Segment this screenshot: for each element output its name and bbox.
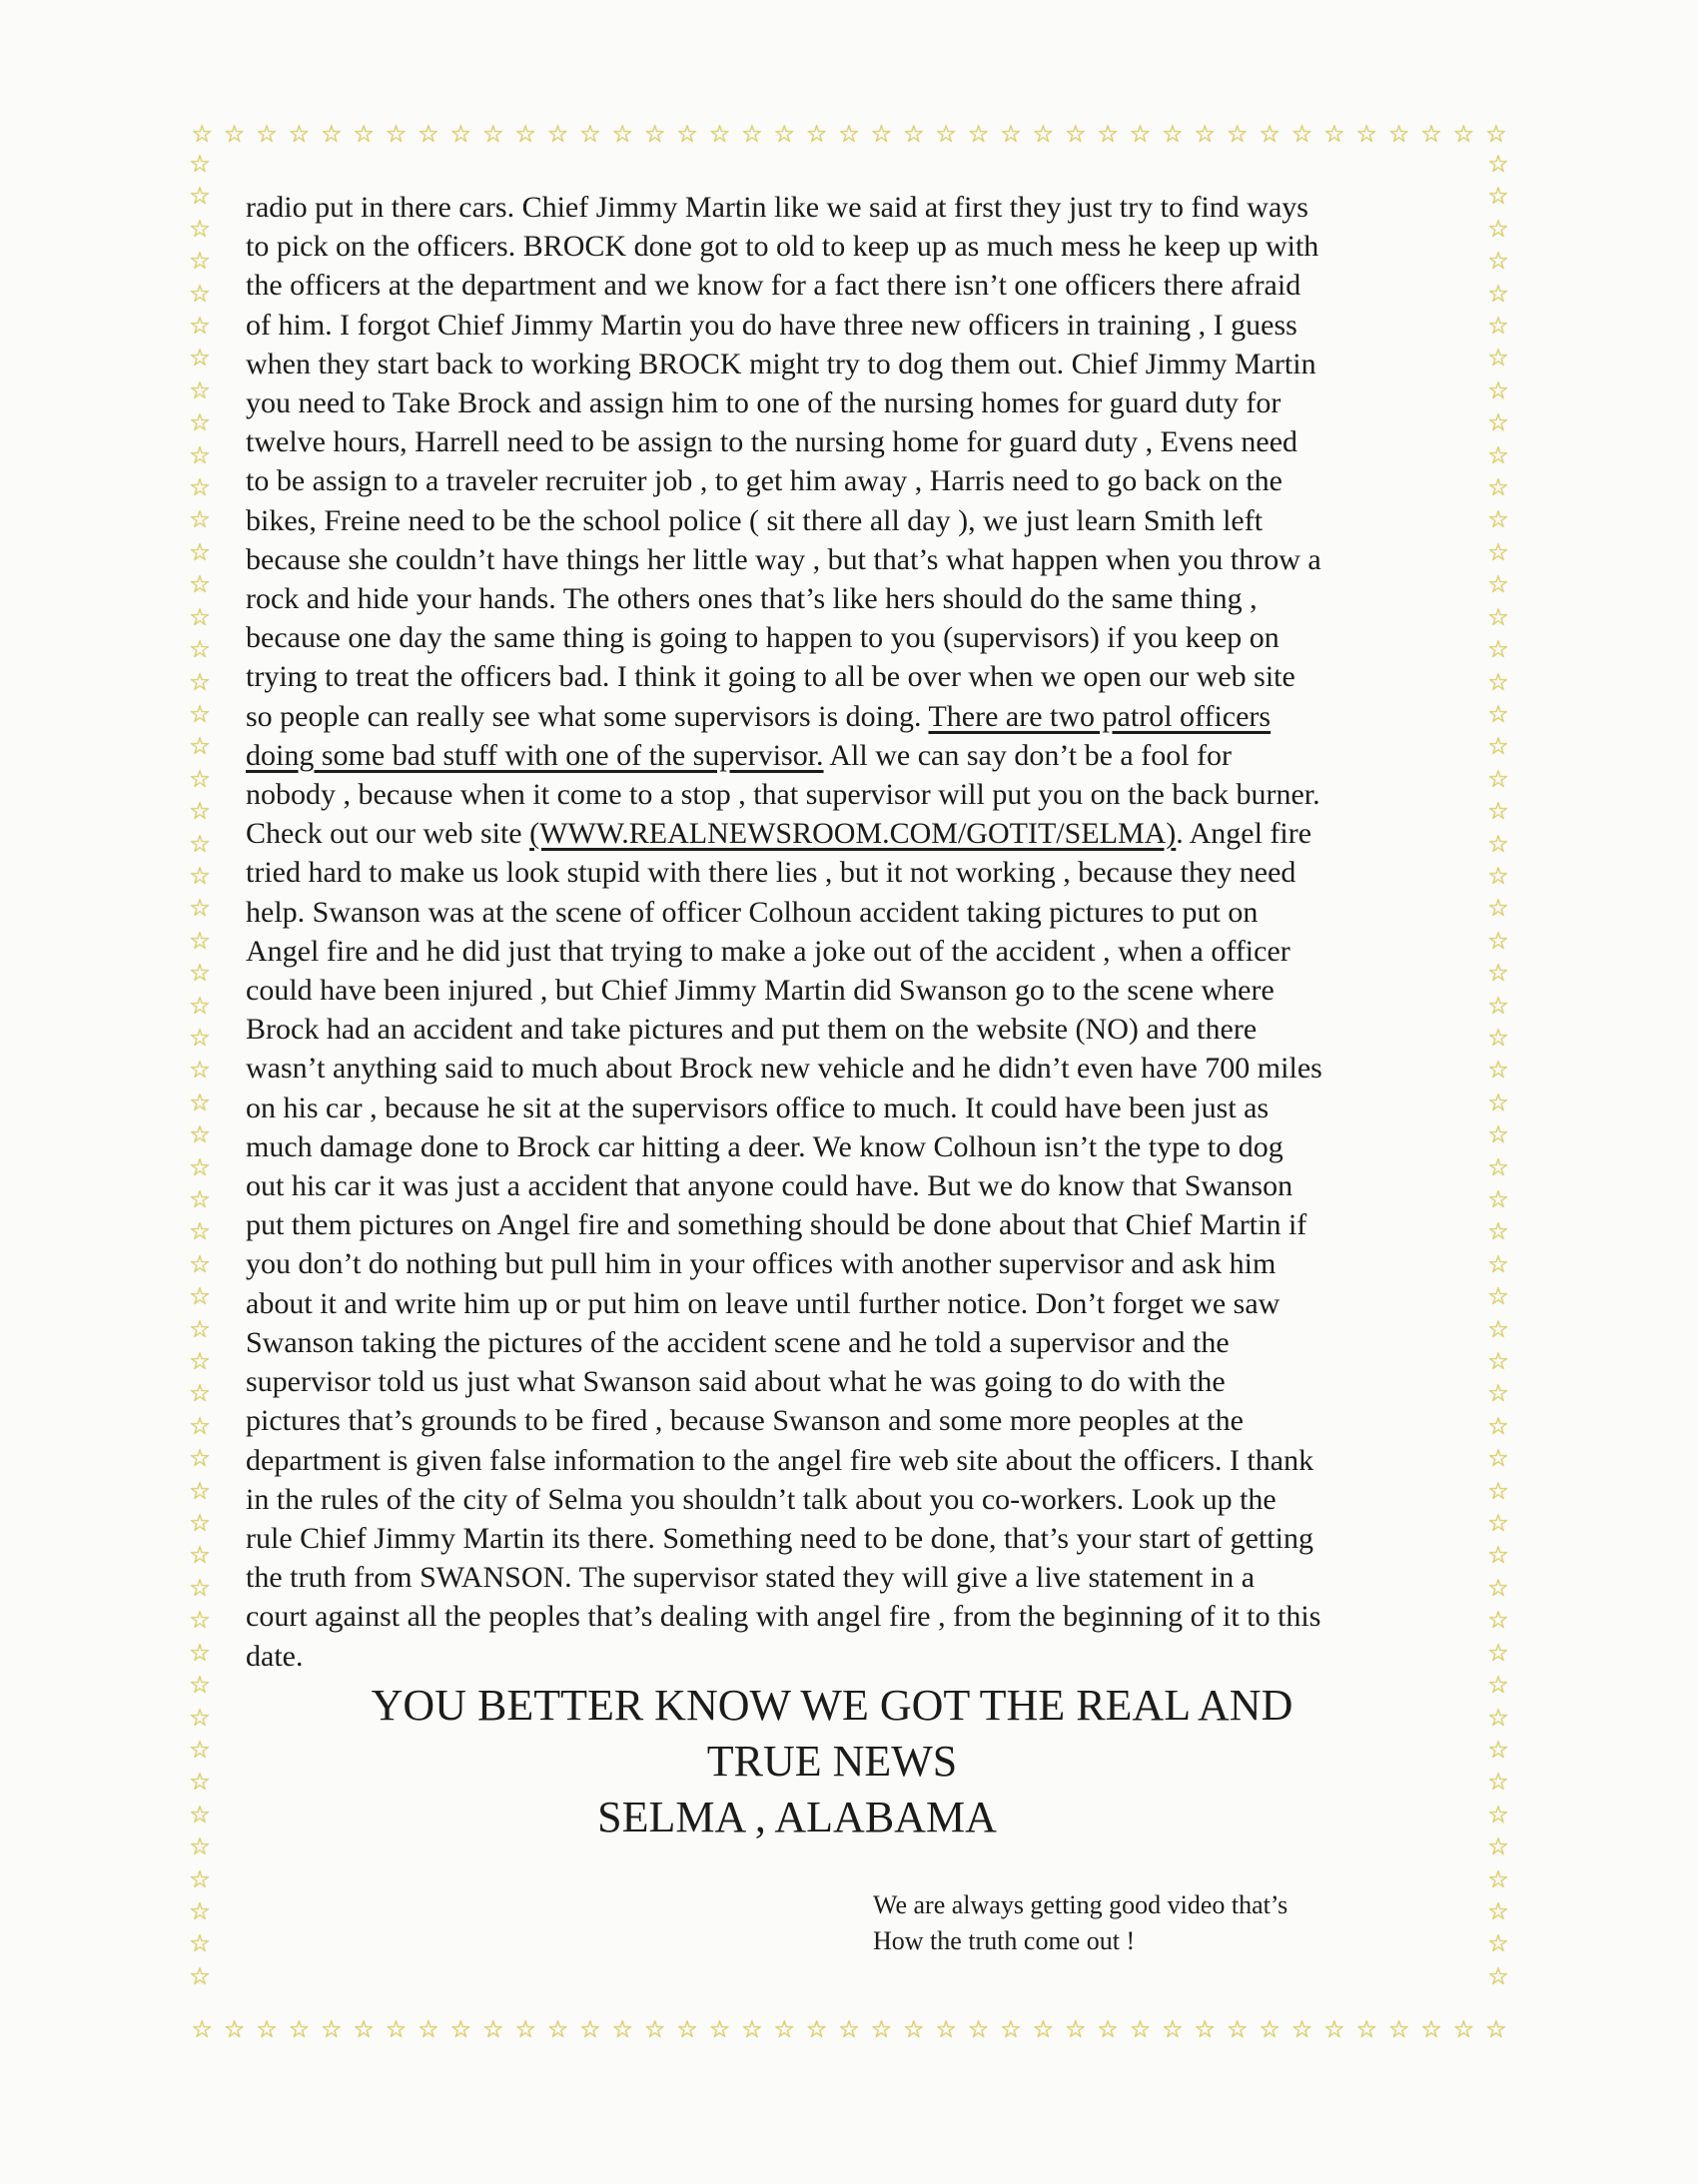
- star-icon: ☆: [189, 1703, 211, 1732]
- footer-line-1: We are always getting good video that’s: [873, 1890, 1288, 1919]
- letter-line: in the rules of the city of Selma you shouldn’t talk about you co-workers. Look up the: [246, 1482, 1276, 1516]
- star-icon: ☆: [1387, 120, 1410, 148]
- star-icon: ☆: [708, 2015, 731, 2043]
- star-icon: ☆: [189, 1573, 211, 1602]
- star-icon: ☆: [1487, 1152, 1509, 1181]
- star-icon: ☆: [189, 1961, 211, 1990]
- star-icon: ☆: [1162, 120, 1184, 148]
- star-icon: ☆: [189, 1314, 211, 1343]
- star-icon: ☆: [1032, 120, 1055, 148]
- footer-note: [873, 1887, 1287, 1959]
- letter-line: out his car it was just a accident that anyone could have. But we do know that Swanson: [246, 1169, 1293, 1203]
- star-icon: ☆: [1194, 120, 1217, 148]
- star-icon: ☆: [223, 2015, 246, 2043]
- letter-line: much damage done to Brock car hitting a deer. We know Colhoun isn’t the type to dog: [246, 1129, 1283, 1163]
- star-icon: ☆: [189, 1896, 211, 1925]
- star-icon: ☆: [1487, 829, 1509, 858]
- headline-line-1: YOU BETTER KNOW WE GOT THE REAL AND: [371, 1681, 1293, 1730]
- star-icon: ☆: [838, 2015, 860, 2043]
- star-icon: ☆: [1487, 344, 1509, 372]
- star-icon: ☆: [189, 1217, 211, 1246]
- star-icon: ☆: [191, 2015, 213, 2043]
- star-icon: ☆: [1420, 120, 1442, 148]
- star-icon: ☆: [189, 344, 211, 372]
- star-icon: ☆: [1487, 1735, 1509, 1764]
- star-icon: ☆: [189, 1152, 211, 1181]
- star-icon: ☆: [189, 1735, 211, 1764]
- star-icon: ☆: [1487, 1638, 1509, 1667]
- star-icon: ☆: [1290, 2015, 1313, 2043]
- star-icon: ☆: [1487, 1088, 1509, 1116]
- star-icon: ☆: [189, 1929, 211, 1958]
- star-icon: ☆: [189, 150, 211, 178]
- letter-line: help. Swanson was at the scene of officer Colhoun accident taking pictures to put on: [246, 895, 1259, 929]
- star-icon: ☆: [579, 2015, 601, 2043]
- star-icon: ☆: [189, 959, 211, 988]
- letter-line: twelve hours, Harrell need to be assign to the nursing home for guard duty , Evens need: [246, 425, 1298, 459]
- star-icon: ☆: [1487, 537, 1509, 566]
- star-border-right: [1484, 148, 1512, 2015]
- star-icon: ☆: [741, 2015, 763, 2043]
- letter-line: Angel fire and he did just that trying to make a joke out of the accident , when a officer: [246, 934, 1290, 968]
- star-icon: ☆: [1487, 1282, 1509, 1311]
- star-icon: ☆: [189, 1444, 211, 1473]
- star-icon: ☆: [189, 537, 211, 566]
- underlined-text: doing some bad stuff with one of the supervisor.: [246, 738, 824, 772]
- letter-line: tried hard to make us look stupid with there lies , but it not working , because they need: [246, 856, 1296, 890]
- star-icon: ☆: [189, 1541, 211, 1570]
- star-icon: ☆: [189, 1832, 211, 1861]
- star-icon: ☆: [189, 1120, 211, 1149]
- star-icon: ☆: [189, 440, 211, 469]
- star-icon: ☆: [1194, 2015, 1217, 2043]
- star-icon: ☆: [223, 120, 246, 148]
- star-icon: ☆: [1487, 1606, 1509, 1635]
- star-icon: ☆: [1487, 1961, 1509, 1990]
- star-icon: ☆: [189, 861, 211, 890]
- star-icon: ☆: [418, 2015, 439, 2043]
- star-icon: ☆: [1097, 120, 1119, 148]
- letter-line: put them pictures on Angel fire and something should be done about that Chief Martin if: [246, 1208, 1307, 1242]
- star-icon: ☆: [418, 120, 439, 148]
- star-icon: ☆: [676, 120, 698, 148]
- letter-line-text: All we can say don’t be a fool for: [823, 738, 1233, 772]
- star-icon: ☆: [189, 1088, 211, 1116]
- star-icon: ☆: [189, 699, 211, 728]
- star-icon: ☆: [935, 2015, 957, 2043]
- star-icon: ☆: [1487, 667, 1509, 696]
- star-icon: ☆: [1259, 120, 1280, 148]
- star-icon: ☆: [1487, 1509, 1509, 1538]
- letter-line: you don’t do nothing but pull him in your offices with another supervisor and ask him: [246, 1247, 1276, 1281]
- star-icon: ☆: [967, 2015, 990, 2043]
- star-icon: ☆: [611, 2015, 634, 2043]
- star-icon: ☆: [1487, 1768, 1509, 1797]
- star-icon: ☆: [189, 667, 211, 696]
- letter-line: of him. I forgot Chief Jimmy Martin you do have three new officers in training , I guess: [246, 308, 1297, 342]
- letter-line: Swanson taking the pictures of the accident scene and he told a supervisor and the: [246, 1325, 1230, 1359]
- star-icon: ☆: [967, 120, 990, 148]
- star-icon: ☆: [189, 182, 211, 211]
- star-icon: ☆: [870, 120, 893, 148]
- star-icon: ☆: [189, 473, 211, 502]
- letter-line: about it and write him up or put him on leave until further notice. Don’t forget we saw: [246, 1286, 1280, 1320]
- star-icon: ☆: [1487, 473, 1509, 502]
- star-icon: ☆: [1064, 2015, 1087, 2043]
- letter-line: rock and hide your hands. The others ones that’s like hers should do the same thing ,: [246, 582, 1258, 616]
- star-icon: ☆: [838, 120, 860, 148]
- star-icon: ☆: [935, 120, 957, 148]
- star-icon: ☆: [256, 2015, 278, 2043]
- star-icon: ☆: [189, 408, 211, 437]
- star-icon: ☆: [1162, 2015, 1184, 2043]
- star-icon: ☆: [189, 279, 211, 308]
- star-icon: ☆: [1487, 1023, 1509, 1052]
- star-icon: ☆: [1487, 1249, 1509, 1278]
- star-icon: ☆: [1290, 120, 1313, 148]
- star-icon: ☆: [643, 2015, 666, 2043]
- star-icon: ☆: [773, 2015, 795, 2043]
- underlined-text: There are two patrol officers: [928, 699, 1272, 733]
- star-icon: ☆: [385, 2015, 408, 2043]
- star-icon: ☆: [1487, 1314, 1509, 1343]
- star-icon: ☆: [189, 312, 211, 341]
- star-icon: ☆: [546, 120, 569, 148]
- star-icon: ☆: [189, 247, 211, 276]
- star-icon: ☆: [189, 214, 211, 243]
- star-icon: ☆: [708, 120, 731, 148]
- star-icon: ☆: [870, 2015, 893, 2043]
- star-icon: ☆: [1487, 1120, 1509, 1149]
- star-icon: ☆: [1487, 505, 1509, 534]
- star-icon: ☆: [1487, 1929, 1509, 1958]
- star-icon: ☆: [1487, 1671, 1509, 1700]
- star-border-bottom: [186, 2015, 1512, 2043]
- star-icon: ☆: [353, 2015, 375, 2043]
- star-icon: ☆: [189, 894, 211, 923]
- star-icon: ☆: [1226, 2015, 1249, 2043]
- star-icon: ☆: [1487, 1411, 1509, 1440]
- star-icon: ☆: [1487, 375, 1509, 404]
- star-icon: ☆: [481, 2015, 504, 2043]
- star-icon: ☆: [1487, 602, 1509, 631]
- star-icon: ☆: [579, 120, 601, 148]
- star-icon: ☆: [189, 926, 211, 955]
- headline-line-3: SELMA , ALABAMA: [597, 1793, 997, 1841]
- letter-line: rule Chief Jimmy Martin its there. Something need to be done, that’s your start of getting: [246, 1521, 1313, 1555]
- star-icon: ☆: [1487, 279, 1509, 308]
- star-icon: ☆: [805, 120, 828, 148]
- star-icon: ☆: [1487, 797, 1509, 826]
- star-icon: ☆: [514, 120, 536, 148]
- letter-line: you need to Take Brock and assign him to one of the nursing homes for guard duty for: [246, 386, 1281, 420]
- star-icon: ☆: [903, 120, 925, 148]
- letter-line: bikes, Freine need to be the school police ( sit there all day ), we just learn Smith left: [246, 503, 1264, 537]
- star-icon: ☆: [189, 1056, 211, 1085]
- star-icon: ☆: [1487, 1896, 1509, 1925]
- star-icon: ☆: [1487, 312, 1509, 341]
- star-icon: ☆: [321, 120, 343, 148]
- star-icon: ☆: [1487, 408, 1509, 437]
- star-icon: ☆: [1487, 570, 1509, 599]
- star-icon: ☆: [1487, 991, 1509, 1020]
- star-icon: ☆: [189, 375, 211, 404]
- star-icon: ☆: [1487, 1703, 1509, 1732]
- letter-line: Brock had an accident and take pictures and put them on the website (NO) and there: [246, 1013, 1258, 1047]
- letter-line: pictures that’s grounds to be fired , because Swanson and some more peoples at the: [246, 1404, 1244, 1438]
- star-icon: ☆: [1000, 2015, 1022, 2043]
- star-icon: ☆: [189, 1282, 211, 1311]
- letter-line: court against all the peoples that’s dealing with angel fire , from the beginning of it to this: [246, 1600, 1321, 1634]
- letter-line: when they start back to working BROCK might try to dog them out. Chief Jimmy Martin: [246, 347, 1316, 380]
- letter-body: [246, 188, 1458, 1676]
- star-icon: ☆: [1487, 959, 1509, 988]
- star-icon: ☆: [773, 120, 795, 148]
- footer-line-2: How the truth come out !: [873, 1926, 1136, 1955]
- star-icon: ☆: [1420, 2015, 1442, 2043]
- star-icon: ☆: [1259, 2015, 1280, 2043]
- star-icon: ☆: [1487, 150, 1509, 178]
- star-icon: ☆: [189, 1864, 211, 1893]
- letter-line: on his car , because he sit at the supervisors office to much. It could have been just as: [246, 1091, 1270, 1124]
- letter-line: radio put in there cars. Chief Jimmy Martin like we said at first they just try to find ways: [246, 191, 1308, 224]
- star-icon: ☆: [1452, 2015, 1475, 2043]
- star-icon: ☆: [1485, 2015, 1507, 2043]
- star-icon: ☆: [1323, 2015, 1345, 2043]
- star-icon: ☆: [1487, 926, 1509, 955]
- star-icon: ☆: [1487, 214, 1509, 243]
- star-icon: ☆: [1487, 1864, 1509, 1893]
- star-icon: ☆: [1487, 699, 1509, 728]
- letter-line: [246, 697, 1458, 736]
- website-link[interactable]: (WWW.REALNEWSROOM.COM/GOTIT/SELMA): [529, 817, 1177, 851]
- star-icon: ☆: [288, 120, 311, 148]
- letter-line: [246, 736, 1458, 775]
- star-icon: ☆: [546, 2015, 569, 2043]
- star-icon: ☆: [1487, 440, 1509, 469]
- star-icon: ☆: [741, 120, 763, 148]
- star-icon: ☆: [321, 2015, 343, 2043]
- star-icon: ☆: [1485, 120, 1507, 148]
- star-icon: ☆: [1487, 1347, 1509, 1376]
- star-icon: ☆: [1487, 1379, 1509, 1408]
- letter-line: supervisor told us just what Swanson said about what he was going to do with the: [246, 1365, 1226, 1399]
- star-icon: ☆: [189, 1249, 211, 1278]
- star-icon: ☆: [1487, 635, 1509, 664]
- star-icon: ☆: [1032, 2015, 1055, 2043]
- letter-line: date.: [246, 1639, 304, 1673]
- star-icon: ☆: [189, 635, 211, 664]
- letter-line-text: . Angel fire: [1176, 817, 1312, 851]
- letter-line: to pick on the officers. BROCK done got to old to keep up as much mess he keep up with: [246, 230, 1319, 264]
- star-icon: ☆: [643, 120, 666, 148]
- letter-line: to be assign to a traveler recruiter job , to get him away , Harris need to go back on the: [246, 464, 1282, 498]
- star-icon: ☆: [385, 120, 408, 148]
- star-icon: ☆: [189, 829, 211, 858]
- letter-line-text: so people can really see what some supervisors is doing.: [246, 699, 922, 733]
- star-icon: ☆: [1323, 120, 1345, 148]
- star-icon: ☆: [189, 570, 211, 599]
- star-icon: ☆: [1487, 1832, 1509, 1861]
- star-icon: ☆: [514, 2015, 536, 2043]
- star-icon: ☆: [1355, 120, 1378, 148]
- star-icon: ☆: [1487, 1573, 1509, 1602]
- star-icon: ☆: [903, 2015, 925, 2043]
- star-icon: ☆: [353, 120, 375, 148]
- letter-line: department is given false information to the angel fire web site about the officers. I thank: [246, 1443, 1314, 1477]
- letter-line: could have been injured , but Chief Jimmy Martin did Swanson go to the scene where: [246, 974, 1274, 1008]
- star-icon: ☆: [189, 602, 211, 631]
- star-icon: ☆: [1487, 1185, 1509, 1213]
- star-icon: ☆: [1000, 120, 1022, 148]
- letter-line: wasn’t anything said to much about Brock new vehicle and he didn’t even have 700 miles: [246, 1052, 1322, 1086]
- star-icon: ☆: [189, 505, 211, 534]
- star-icon: ☆: [1129, 2015, 1152, 2043]
- star-icon: ☆: [189, 1800, 211, 1828]
- star-icon: ☆: [288, 2015, 311, 2043]
- star-icon: ☆: [189, 1379, 211, 1408]
- star-icon: ☆: [1487, 732, 1509, 761]
- star-icon: ☆: [1097, 2015, 1119, 2043]
- letter-line: the truth from SWANSON. The supervisor stated they will give a live statement in a: [246, 1561, 1256, 1595]
- star-icon: ☆: [1226, 120, 1249, 148]
- letter-line: nobody , because when it come to a stop , that supervisor will put you on the back burner.: [246, 778, 1320, 812]
- star-icon: ☆: [1487, 1056, 1509, 1085]
- star-icon: ☆: [1487, 861, 1509, 890]
- star-icon: ☆: [1487, 764, 1509, 793]
- star-icon: ☆: [1064, 120, 1087, 148]
- star-icon: ☆: [189, 991, 211, 1020]
- letter-line: because she couldn’t have things her little way , but that’s what happen when you throw a: [246, 542, 1321, 576]
- star-icon: ☆: [189, 764, 211, 793]
- star-icon: ☆: [189, 1411, 211, 1440]
- star-icon: ☆: [481, 120, 504, 148]
- star-icon: ☆: [189, 1185, 211, 1213]
- star-icon: ☆: [1452, 120, 1475, 148]
- star-icon: ☆: [805, 2015, 828, 2043]
- star-icon: ☆: [1387, 2015, 1410, 2043]
- star-icon: ☆: [1487, 1541, 1509, 1570]
- star-icon: ☆: [256, 120, 278, 148]
- star-icon: ☆: [189, 797, 211, 826]
- star-icon: ☆: [1355, 2015, 1378, 2043]
- star-icon: ☆: [189, 1638, 211, 1667]
- star-icon: ☆: [449, 2015, 472, 2043]
- star-icon: ☆: [189, 1476, 211, 1505]
- letter-line-text: Check out our web site: [246, 817, 530, 851]
- star-icon: ☆: [1487, 1476, 1509, 1505]
- star-icon: ☆: [1129, 120, 1152, 148]
- letter-line: the officers at the department and we know for a fact there isn’t one officers there afraid: [246, 269, 1301, 303]
- star-icon: ☆: [1487, 1444, 1509, 1473]
- letter-line: [246, 814, 1458, 853]
- star-icon: ☆: [189, 1671, 211, 1700]
- star-icon: ☆: [189, 1768, 211, 1797]
- star-icon: ☆: [191, 120, 213, 148]
- star-icon: ☆: [189, 1347, 211, 1376]
- star-icon: ☆: [676, 2015, 698, 2043]
- headline-line-2: TRUE NEWS: [706, 1737, 958, 1786]
- star-icon: ☆: [449, 120, 472, 148]
- star-icon: ☆: [189, 1606, 211, 1635]
- star-icon: ☆: [189, 1023, 211, 1052]
- headline: [246, 1678, 1458, 1845]
- letter-line: because one day the same thing is going to happen to you (supervisors) if you keep on: [246, 621, 1279, 655]
- star-icon: ☆: [189, 1509, 211, 1538]
- star-icon: ☆: [189, 732, 211, 761]
- star-icon: ☆: [1487, 1217, 1509, 1246]
- star-icon: ☆: [1487, 894, 1509, 923]
- star-border-top: [186, 120, 1512, 148]
- star-icon: ☆: [1487, 247, 1509, 276]
- star-icon: ☆: [1487, 182, 1509, 211]
- letter-line: trying to treat the officers bad. I think it going to all be over when we open our web site: [246, 660, 1295, 694]
- star-icon: ☆: [1487, 1800, 1509, 1828]
- star-icon: ☆: [611, 120, 634, 148]
